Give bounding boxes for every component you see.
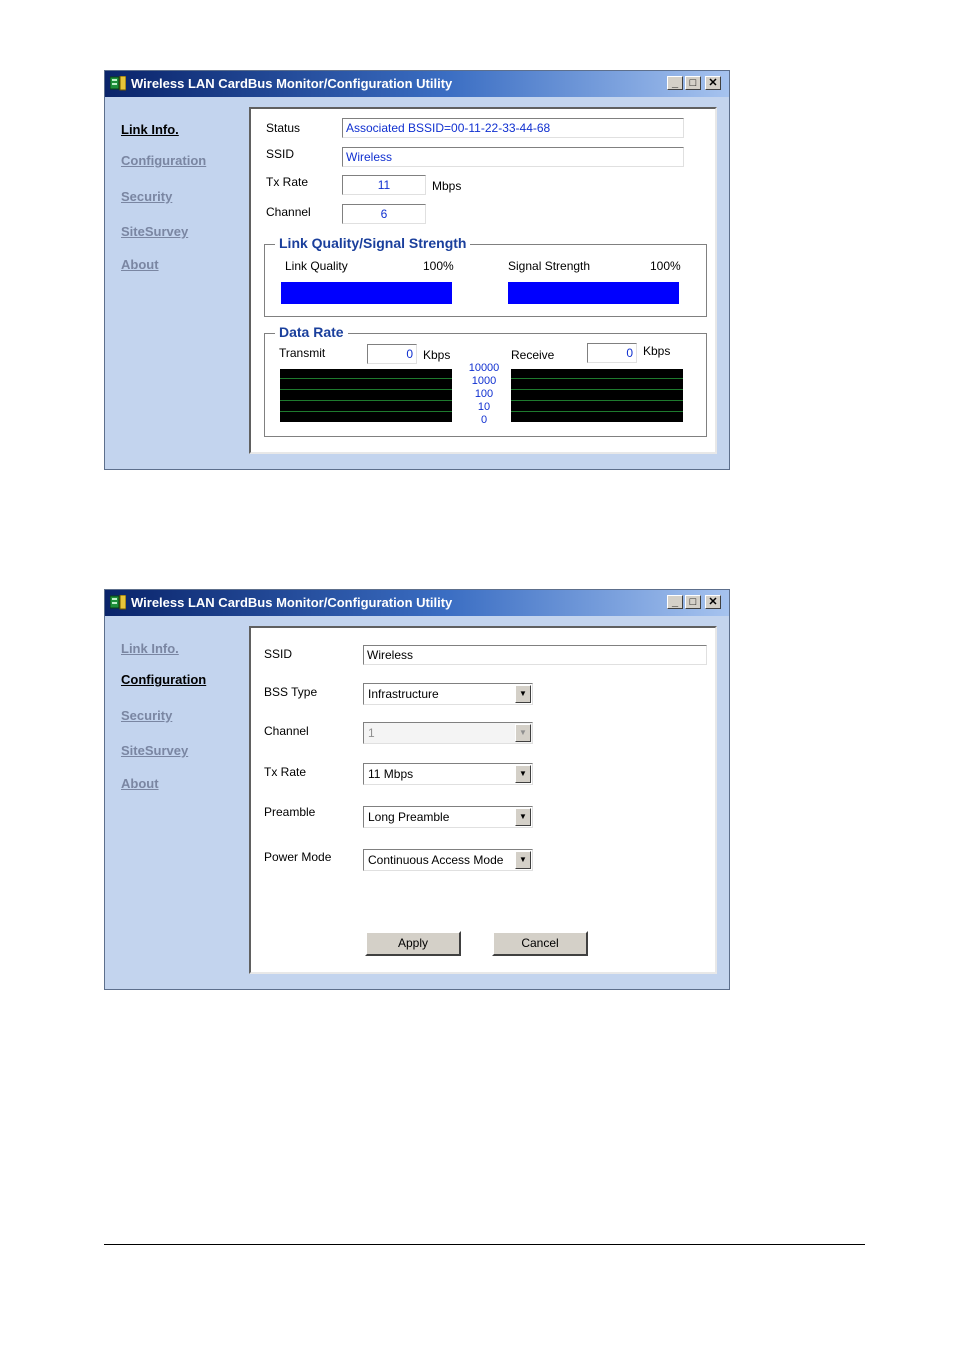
transmit-label: Transmit [279, 346, 326, 360]
app-icon [110, 76, 126, 91]
link-quality-group [264, 235, 707, 317]
bss-type-label: BSS Type [264, 685, 318, 699]
signal-strength-label: Signal Strength [508, 259, 591, 273]
chevron-down-icon[interactable]: ▼ [515, 851, 531, 869]
configuration-window [104, 589, 730, 990]
ssid-field: Wireless [342, 147, 684, 167]
tx-rate-select[interactable] [363, 763, 533, 785]
footer-rule [104, 1244, 865, 1245]
close-button[interactable]: ✕ [705, 595, 721, 609]
cancel-button[interactable]: Cancel [492, 931, 588, 956]
link-info-panel [249, 107, 717, 454]
receive-gridline [511, 400, 683, 401]
nav-site-survey[interactable]: SiteSurvey [121, 743, 189, 758]
chevron-down-icon[interactable]: ▼ [515, 808, 531, 826]
receive-gridline [511, 411, 683, 412]
nav-configuration[interactable]: Configuration [121, 672, 207, 687]
minimize-button[interactable]: _ [667, 76, 683, 90]
channel-label: Channel [264, 724, 309, 738]
channel-field: 6 [342, 204, 426, 224]
tx-rate-value: 11 Mbps [368, 767, 414, 781]
close-button[interactable]: ✕ [705, 76, 721, 90]
transmit-graph [280, 369, 452, 422]
apply-button[interactable]: Apply [365, 931, 461, 956]
channel-select [363, 722, 533, 744]
power-mode-value: Continuous Access Mode [368, 853, 504, 867]
nav-link-info[interactable]: Link Info. [121, 122, 179, 137]
nav-link-info[interactable]: Link Info. [121, 641, 179, 656]
nav-about[interactable]: About [121, 257, 159, 272]
chevron-down-icon[interactable]: ▼ [515, 765, 531, 783]
title-bar[interactable] [105, 590, 729, 616]
receive-field: 0 [587, 343, 637, 363]
power-mode-select[interactable] [363, 849, 533, 871]
nav-site-survey[interactable]: SiteSurvey [121, 224, 189, 239]
tx-rate-unit: Mbps [432, 179, 462, 193]
scale-label: 100 [474, 388, 494, 400]
link-quality-bar [281, 282, 452, 304]
channel-value: 1 [368, 726, 375, 740]
link-quality-group-title: Link Quality/Signal Strength [275, 235, 470, 251]
transmit-field: 0 [367, 344, 417, 364]
tx-rate-label: Tx Rate [264, 765, 307, 779]
link-quality-value: 100% [423, 259, 454, 273]
nav-about[interactable]: About [121, 776, 159, 791]
bss-type-value: Infrastructure [368, 687, 439, 701]
transmit-gridline [280, 389, 452, 390]
maximize-button[interactable]: □ [685, 76, 701, 90]
channel-label: Channel [266, 205, 311, 219]
tx-rate-field: 11 [342, 175, 426, 195]
window-title: Wireless LAN CardBus Monitor/Configuration Utility [131, 595, 453, 610]
link-quality-label: Link Quality [285, 259, 348, 273]
power-mode-label: Power Mode [264, 850, 332, 864]
transmit-unit: Kbps [423, 348, 451, 362]
scale-label: 0 [480, 414, 488, 426]
data-rate-group-title: Data Rate [275, 324, 348, 340]
rate-scale [464, 362, 504, 427]
transmit-gridline [280, 411, 452, 412]
receive-gridline [511, 378, 683, 379]
preamble-select[interactable] [363, 806, 533, 828]
maximize-button[interactable]: □ [685, 595, 701, 609]
receive-graph [511, 369, 683, 422]
nav-security[interactable]: Security [121, 708, 173, 723]
minimize-button[interactable]: _ [667, 595, 683, 609]
preamble-label: Preamble [264, 805, 316, 819]
transmit-gridline [280, 400, 452, 401]
ssid-label: SSID [266, 147, 295, 161]
scale-label: 10000 [468, 362, 500, 374]
window-title: Wireless LAN CardBus Monitor/Configuration Utility [131, 76, 453, 91]
ssid-label: SSID [264, 647, 293, 661]
nav-configuration[interactable]: Configuration [121, 153, 207, 168]
receive-gridline [511, 389, 683, 390]
nav-security[interactable]: Security [121, 189, 173, 204]
ssid-input[interactable]: Wireless [363, 645, 707, 665]
tx-rate-label: Tx Rate [266, 175, 309, 189]
data-rate-group [264, 324, 707, 437]
transmit-gridline [280, 378, 452, 379]
receive-label: Receive [511, 348, 555, 362]
bss-type-select[interactable] [363, 683, 533, 705]
status-field: Associated BSSID=00-11-22-33-44-68 [342, 118, 684, 138]
configuration-panel [249, 626, 717, 974]
preamble-value: Long Preamble [368, 810, 450, 824]
chevron-down-icon[interactable]: ▼ [515, 685, 531, 703]
signal-strength-value: 100% [650, 259, 681, 273]
app-icon [110, 595, 126, 610]
status-label: Status [266, 121, 301, 135]
chevron-down-icon: ▼ [515, 724, 531, 742]
link-info-window [104, 70, 730, 470]
signal-strength-bar [508, 282, 679, 304]
title-bar[interactable] [105, 71, 729, 97]
scale-label: 1000 [471, 375, 497, 387]
receive-unit: Kbps [643, 344, 671, 358]
scale-label: 10 [477, 401, 491, 413]
